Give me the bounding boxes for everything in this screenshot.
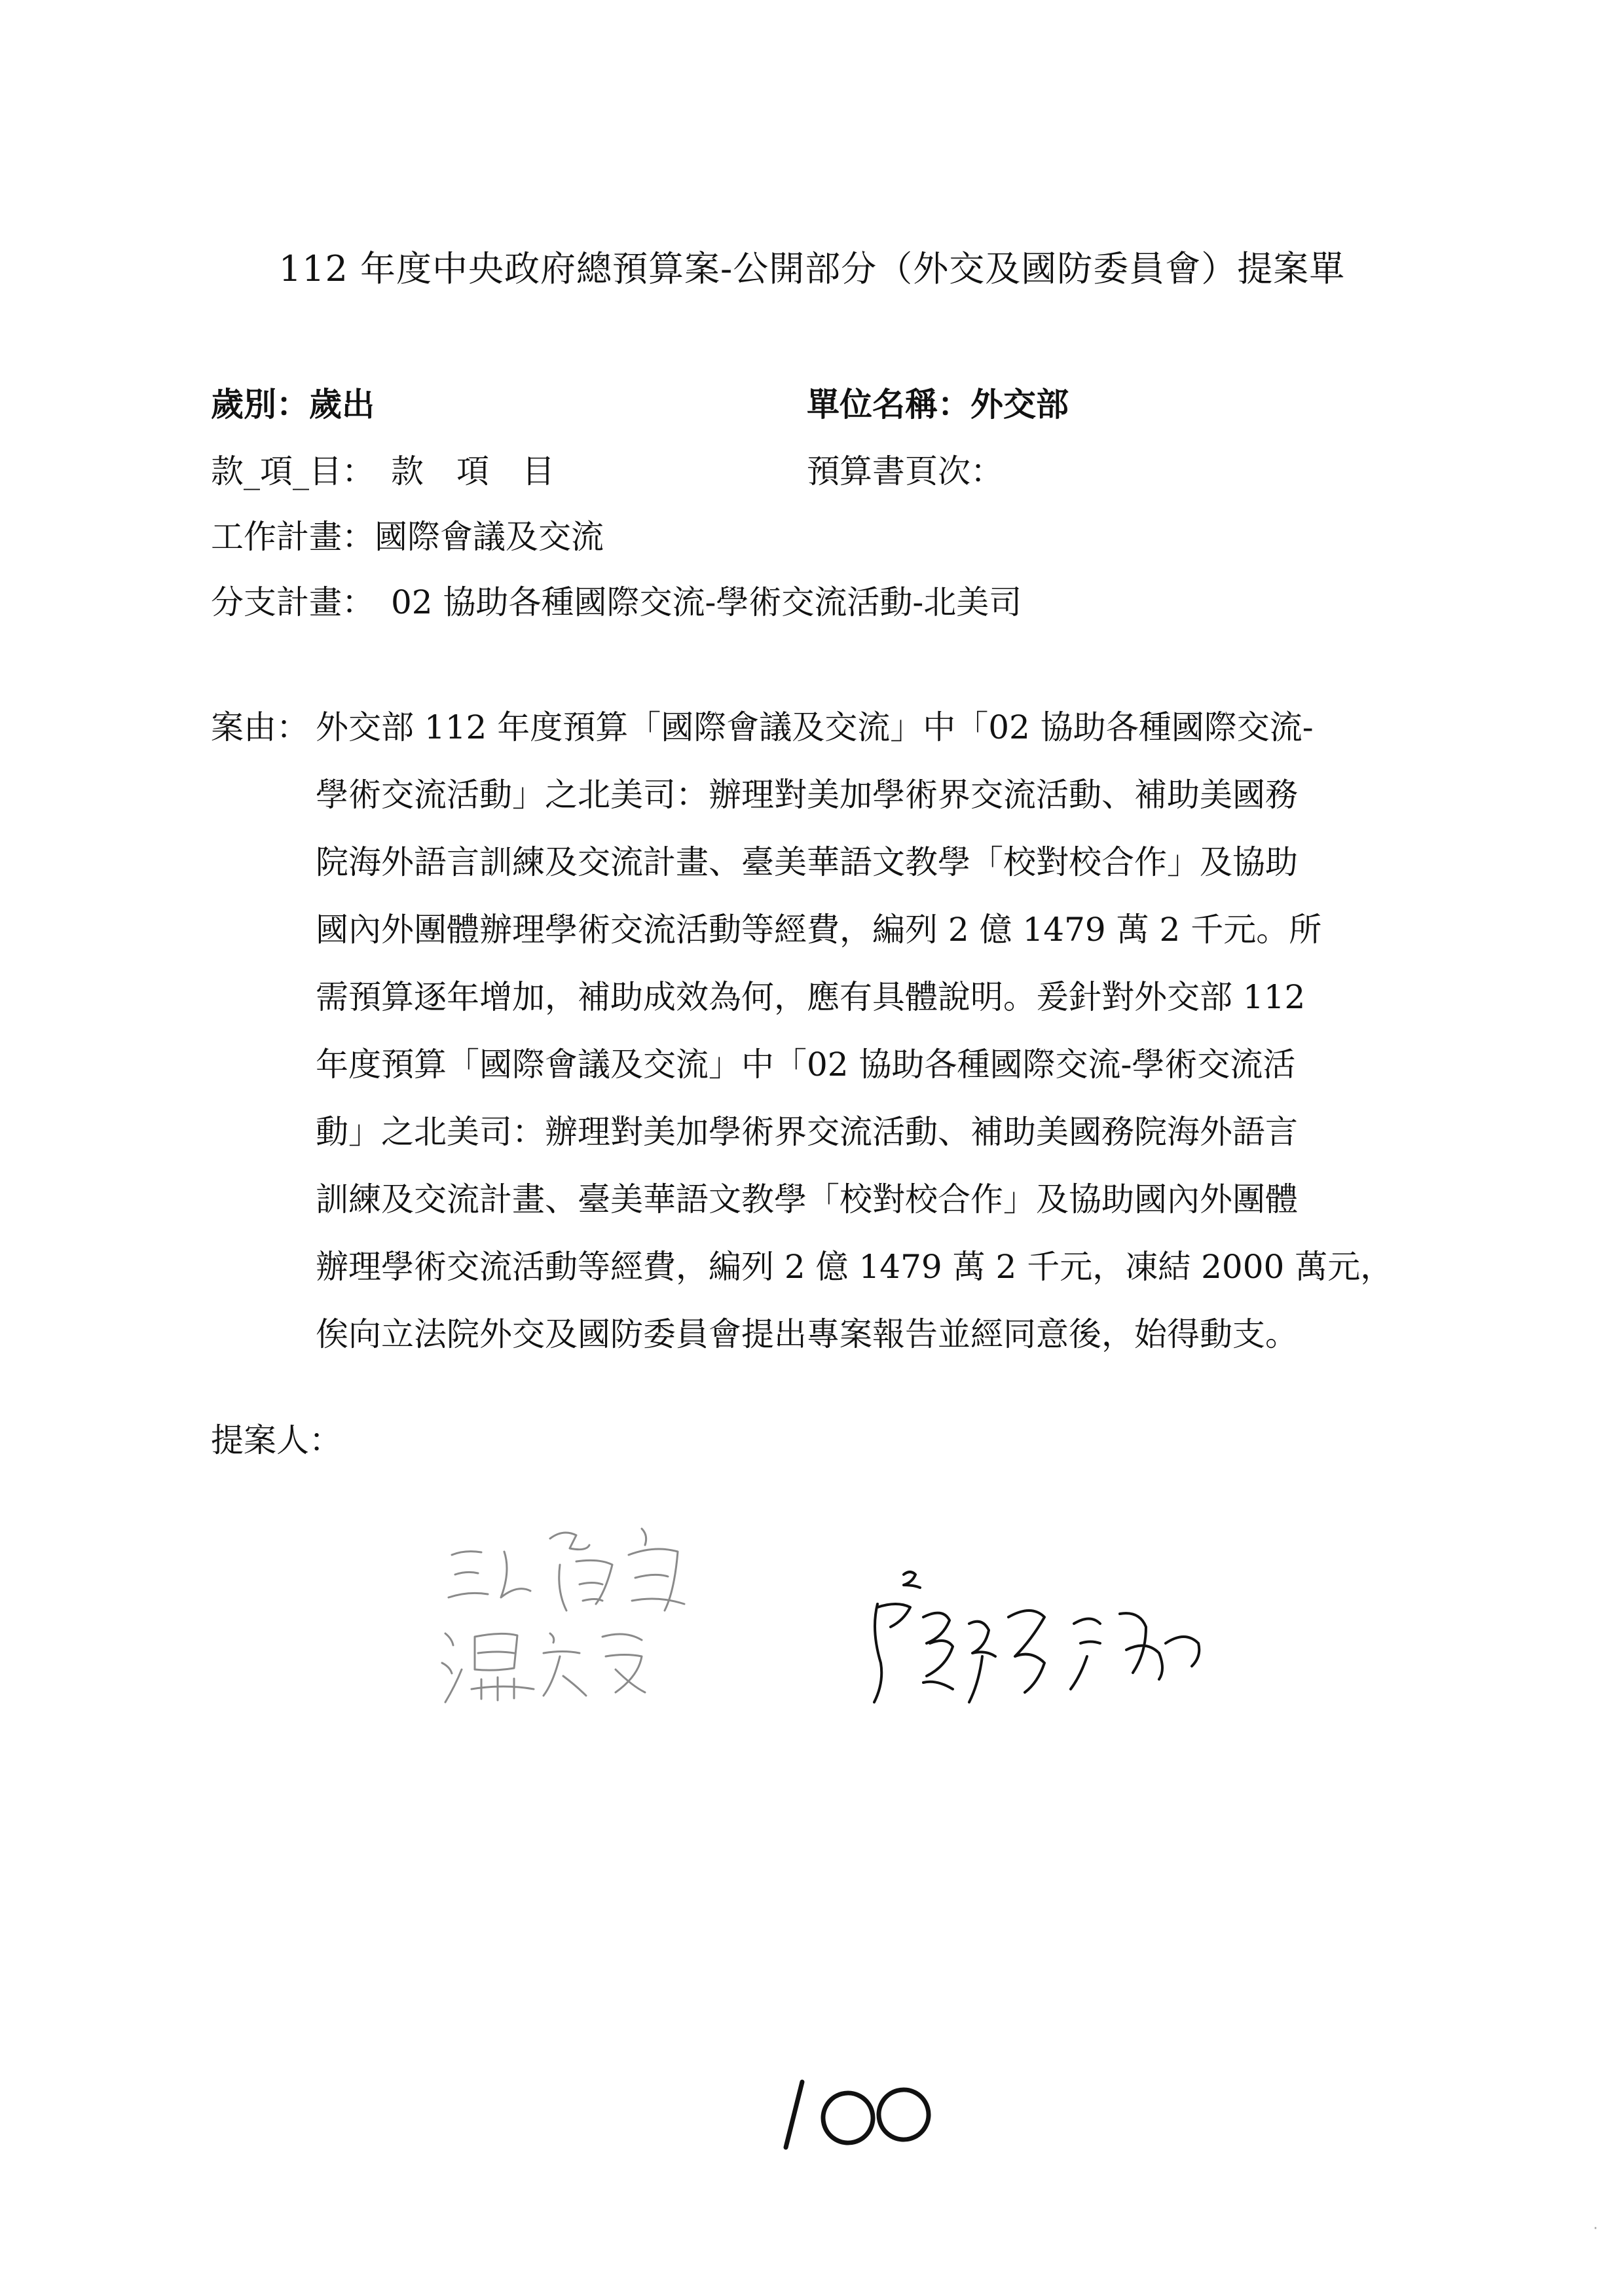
scan-mark: ·: [1593, 2221, 1598, 2237]
reason-line: 學術交流活動」之北美司：辦理對美加學術界交流活動、補助美國務: [316, 776, 1298, 814]
reason-line: 需預算逐年增加，補助成效為何，應有具體說明。爰針對外交部 112: [316, 978, 1306, 1016]
proposer-label: 提案人：: [211, 1421, 342, 1459]
reason-line: 國內外團體辦理學術交流活動等經費，編列 2 億 1479 萬 2 千元。所: [316, 911, 1322, 949]
signature-1: [449, 1529, 684, 1611]
reason-text: [211, 694, 1442, 1368]
reason-section: [211, 694, 1442, 1368]
reason-line: 俟向立法院外交及國防委員會提出專案報告並經同意後，始得動支。: [316, 1315, 1298, 1353]
handwritten-signatures: [426, 1493, 1310, 1768]
handwritten-page-number: [773, 2062, 943, 2160]
reason-label: 案由：: [211, 708, 309, 746]
signature-3: [874, 1572, 1199, 1702]
signature-2: [442, 1633, 645, 1702]
reason-line: 訓練及交流計畫、臺美華語文教學「校對校合作」及協助國內外團體: [316, 1180, 1298, 1218]
reason-line: 年度預算「國際會議及交流」中「02 協助各種國際交流-學術交流活: [316, 1046, 1296, 1084]
budget-category: 歲別：歲出: [211, 385, 375, 424]
work-plan: 工作計畫：國際會議及交流: [211, 518, 604, 556]
document-title: 112 年度中央政府總預算案-公開部分（外交及國防委員會）提案單: [278, 248, 1346, 289]
reason-line: 動」之北美司：辦理對美加學術界交流活動、補助美國務院海外語言: [316, 1113, 1298, 1151]
unit-name: 單位名稱：外交部: [807, 385, 1069, 424]
page-number-text: 100: [773, 2062, 774, 2063]
reason-line: 院海外語言訓練及交流計畫、臺美華語文教學「校對校合作」及協助: [316, 843, 1298, 881]
reason-line: 外交部 112 年度預算「國際會議及交流」中「02 協助各種國際交流-: [316, 708, 1314, 746]
branch-plan: 分支計畫： 02 協助各種國際交流-學術交流活動-北美司: [211, 583, 1022, 621]
reason-line: 辦理學術交流活動等經費，編列 2 億 1479 萬 2 千元，凍結 2000 萬元，: [316, 1248, 1393, 1286]
budget-item: 款_項_目： 款 項 目: [211, 452, 555, 490]
budget-page-ref: 預算書頁次：: [807, 452, 1003, 490]
